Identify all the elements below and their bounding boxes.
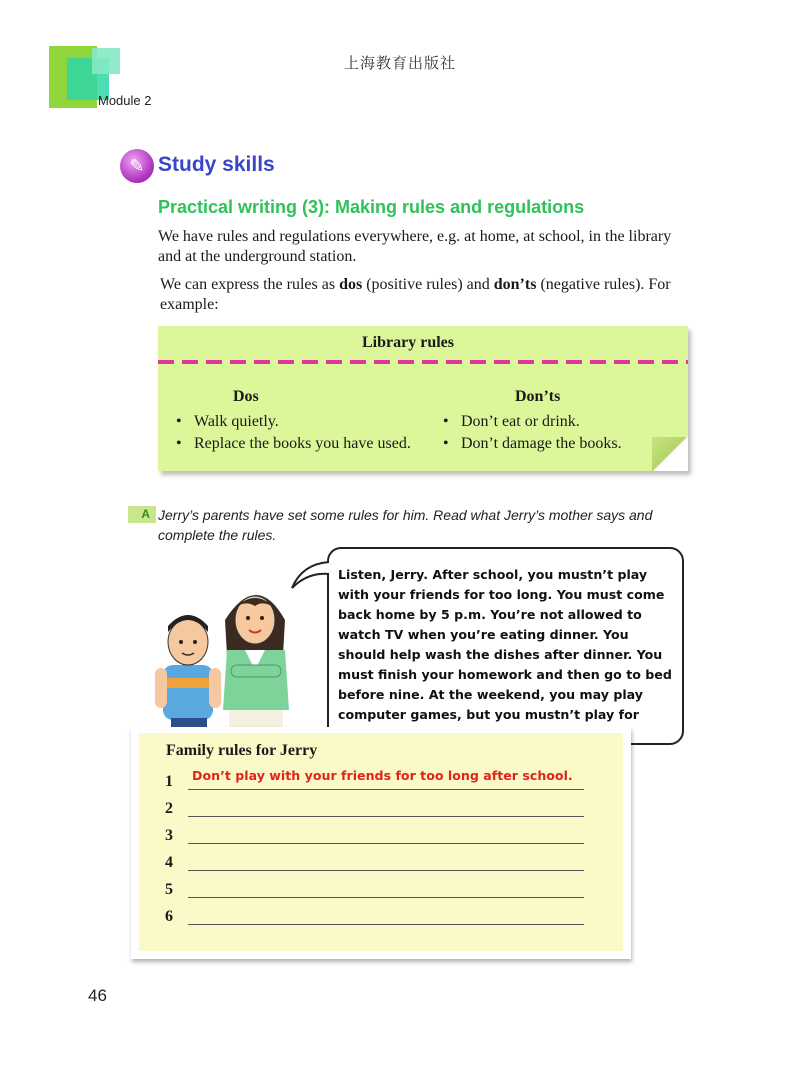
intro-paragraph-2: We can express the rules as dos (positive rules) and don’ts (negative rules). For example:	[160, 276, 671, 313]
mother-figure	[223, 595, 289, 740]
donts-heading: Don’ts	[515, 388, 561, 405]
dos-list	[176, 411, 411, 455]
module-label: Module 2	[98, 93, 152, 108]
rule-number: 5	[165, 881, 173, 898]
donts-list	[443, 411, 622, 455]
dos-heading: Dos	[233, 388, 259, 405]
rule-number: 6	[165, 908, 173, 925]
answer-line-2[interactable]	[188, 799, 584, 817]
boy-figure	[155, 615, 221, 740]
rule-number: 4	[165, 854, 173, 871]
rule-number: 2	[165, 800, 173, 817]
intro-paragraph: We have rules and regulations everywhere, e.g. at home, at school, in the library and at the underground station.	[158, 228, 672, 265]
exercise-instruction: Jerry’s parents have set some rules for him. Read what Jerry’s mother says and complete the rules.	[158, 507, 653, 543]
donts-item: • Don’t eat or drink.	[443, 411, 622, 433]
page-number: 46	[88, 986, 107, 1005]
exercise-label: A	[128, 506, 156, 523]
answer-line-6[interactable]	[188, 907, 584, 925]
dos-item: • Replace the books you have used.	[176, 433, 411, 455]
publisher-header: 上海教育出版社	[343, 54, 456, 72]
rule-number: 1	[165, 773, 173, 790]
page-curl-decoration	[652, 437, 688, 471]
mother-speech-text: Listen, Jerry. After school, you mustn’t play with your friends for too long. You must come back home by 5 p.m. You’re not allowed to watch TV when you’re eating dinner. You should help wash the dishes after dinner. You must finish your homework and then go to bed before nine. At the weekend, you may play computer games, but you mustn’t play for	[338, 567, 672, 722]
section-title: Study skills	[158, 153, 275, 176]
example-answer: Don’t play with your friends for too long after school.	[192, 768, 573, 783]
answer-line-4[interactable]	[188, 853, 584, 871]
answer-line-3[interactable]	[188, 826, 584, 844]
library-rules-title: Library rules	[362, 334, 454, 351]
donts-item: • Don’t damage the books.	[443, 433, 622, 455]
dos-item: • Walk quietly.	[176, 411, 411, 433]
dashed-divider	[158, 360, 688, 364]
family-rules-title: Family rules for Jerry	[166, 742, 318, 759]
section-subtitle: Practical writing (3): Making rules and regulations	[158, 197, 585, 217]
answer-line-5[interactable]	[188, 880, 584, 898]
speech-bubble-tail	[290, 558, 332, 592]
rule-number: 3	[165, 827, 173, 844]
study-skills-icon: ✎	[120, 149, 154, 183]
